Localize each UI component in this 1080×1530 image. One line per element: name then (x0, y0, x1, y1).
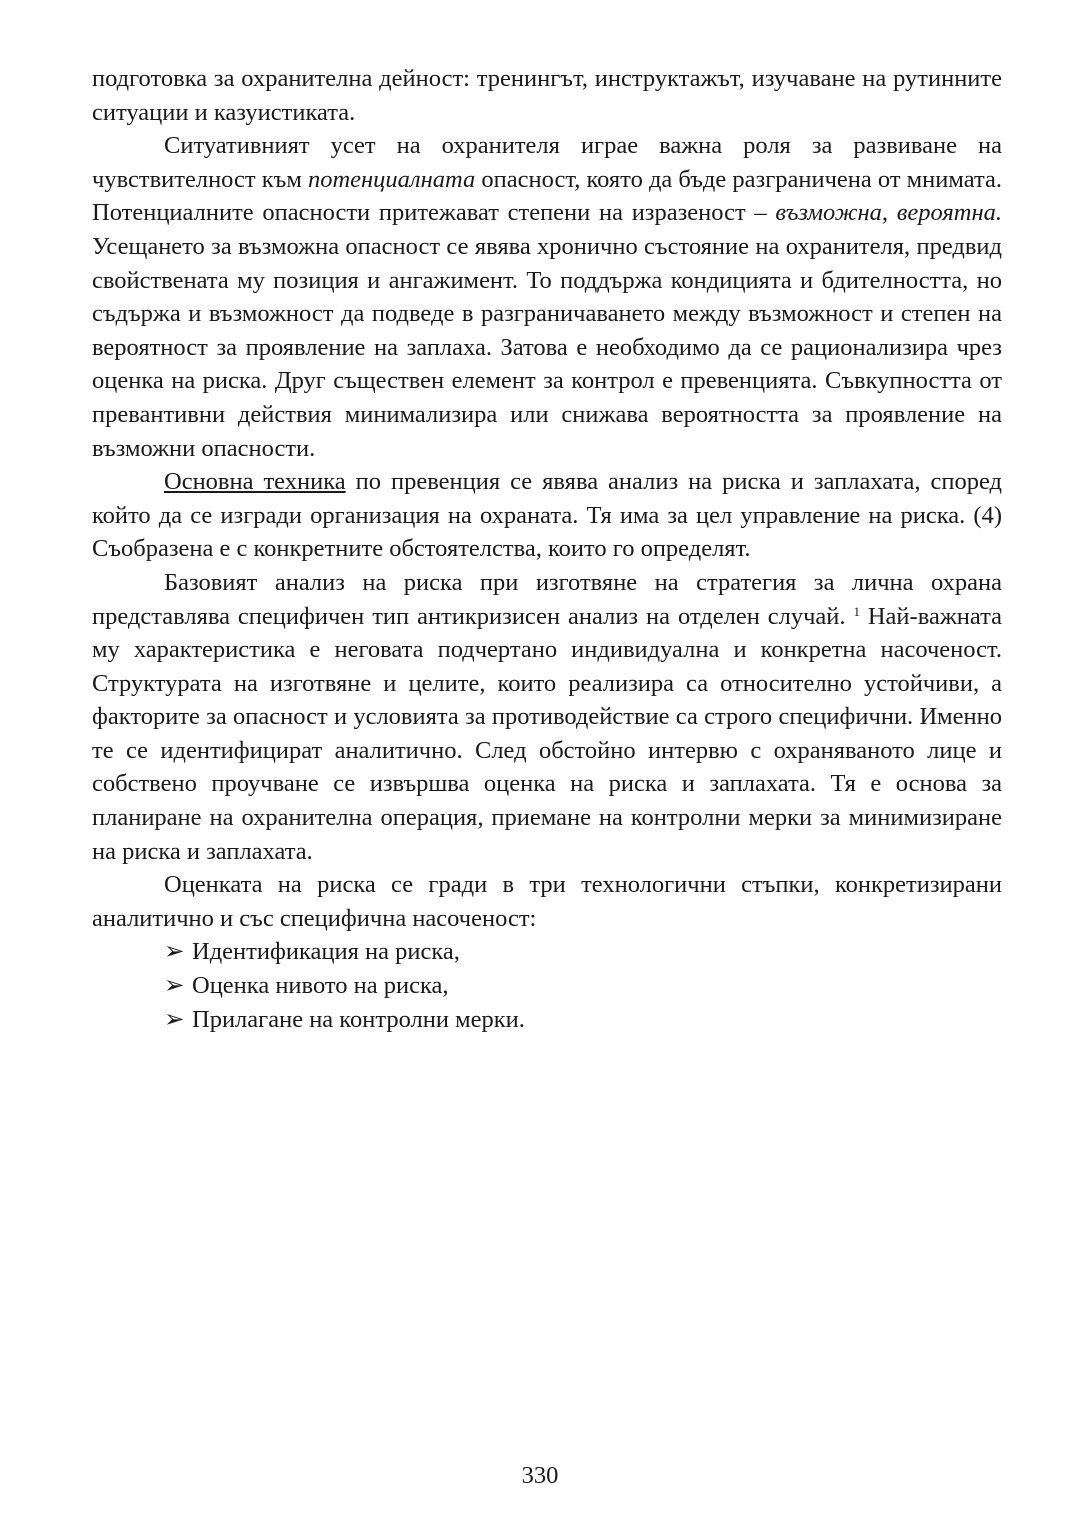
text-run: Ситуативният усет на охранителя играе важна роля за развиване на чувствителност към (92, 132, 1002, 193)
paragraph-main-technique (92, 465, 1002, 566)
list-item (164, 1003, 1002, 1037)
text-run: Най-важната му характеристика е неговата подчертано индивидуална и конкретна насоченост. Структурата на изготвяне и целите, които реализира са относително устойчиви, а факторите за опасност и условията за противодействие са строго специфични. Именно те се идентифицират аналитично. След обстойно интервю с охраняваното лице и собствено проучване се извършва оценка на риска и заплахата. Тя е основа за планиране на охранителна операция, приемане на контролни мерки за минимизиране на риска и заплахата. (92, 602, 1002, 865)
text-run: опасност, която да бъде разграничена от мнимата. Потенциалните опасности притежават степени на изразеност – (92, 165, 1002, 227)
paragraph-risk-assessment: Оценката на риска се гради в три технологични стъпки, конкретизирани аналитично и със специфична насоченост: (92, 871, 1002, 932)
paragraph-situational-sense (92, 129, 1002, 465)
page-body (92, 62, 1002, 1036)
list-item-text: Прилагане на контролни мерки. (192, 1005, 525, 1033)
italic-run: възможна, вероятна. (775, 199, 1002, 227)
steps-list (92, 935, 1002, 1036)
italic-run: потенциалната (307, 165, 476, 193)
paragraph-base-analysis (92, 566, 1002, 868)
arrow-bullet-icon: ➢ (164, 938, 185, 966)
arrow-bullet-icon: ➢ (164, 972, 185, 1000)
paragraph-continuation: подготовка за охранителна дейност: тренингът, инструктажът, изучаване на рутинните ситуации и казуистиката. (92, 65, 1002, 126)
arrow-bullet-icon: ➢ (164, 1005, 185, 1033)
list-item (164, 969, 1002, 1003)
underlined-term: Основна техника (164, 468, 346, 496)
text-run: Базовият анализ на риска при изготвяне на стратегия за лична охрана представлява специфичен тип антикризисен анализ на отделен случай. (92, 568, 1002, 630)
list-item (164, 935, 1002, 969)
list-item-text: Идентификация на риска, (192, 938, 460, 966)
page-number: 330 (521, 1462, 559, 1489)
footnote-marker[interactable]: 1 (853, 603, 860, 619)
list-item-text: Оценка нивото на риска, (192, 972, 449, 1000)
text-run: Усещането за възможна опасност се явява хронично състояние на охранителя, предвид свойствената му позиция и ангажимент. То поддържа кондицията и бдителността, но съдържа и възможност да подведе в разграничаването между възможност и степен на вероятност за проявление на заплаха. Затова е необходимо да се рационализира чрез оценка на риска. Друг съществен елемент за контрол е превенцията. Съвкупността от превантивни действия минимализира или снижава вероятността за проявление на възможни опасности. (92, 232, 1002, 462)
text-run: по превенция се явява анализ на риска и заплахата, според който да се изгради организация на охраната. Тя има за цел управление на риска. (4) Съобразена е с конкретните обстоятелства, които го определят. (92, 468, 1002, 563)
